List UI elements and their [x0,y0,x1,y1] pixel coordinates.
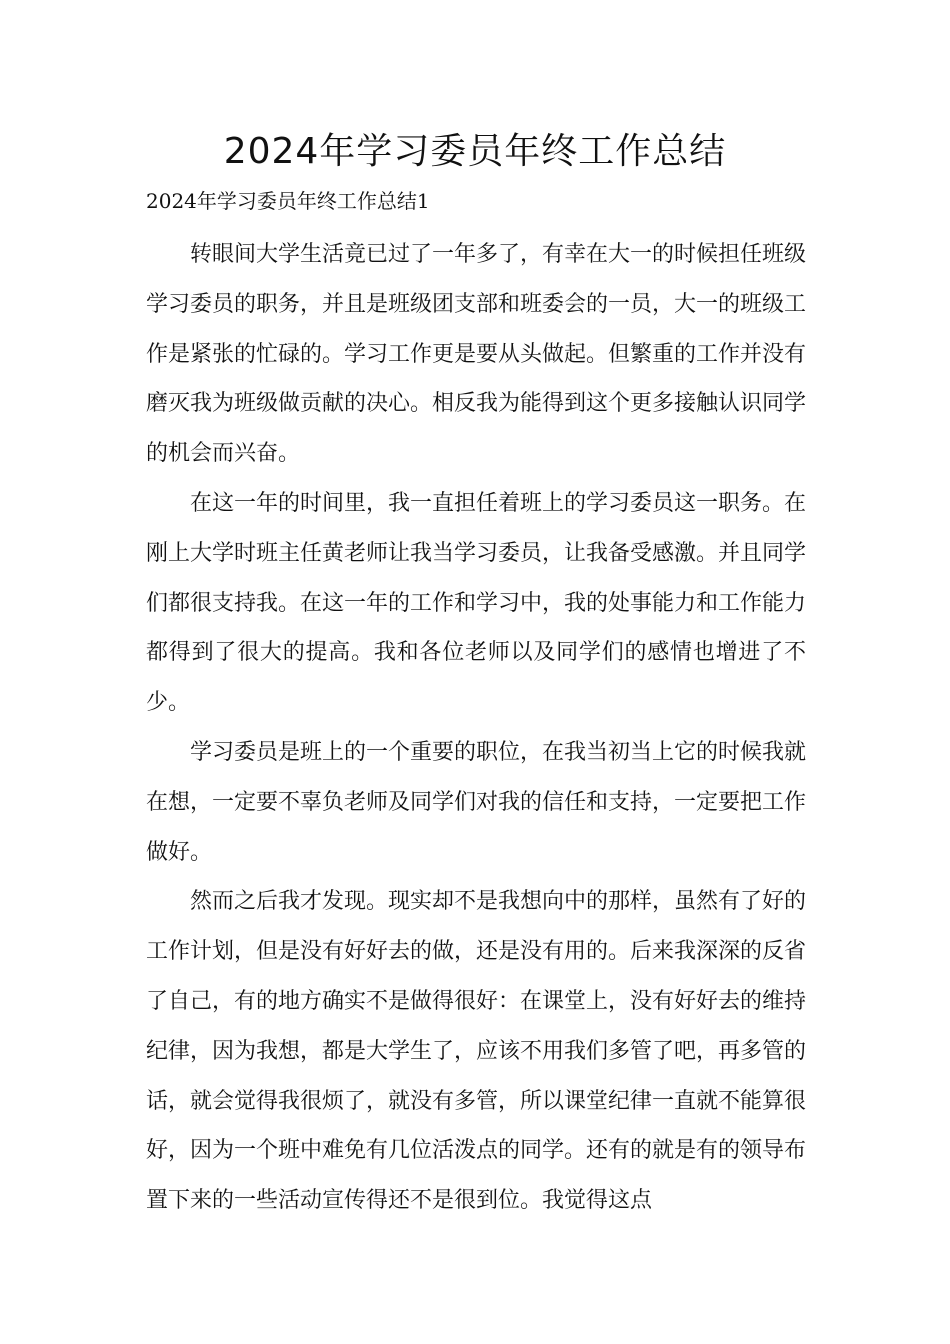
document-title: 2024年学习委员年终工作总结 [223,131,727,172]
paragraph: 学习委员是班上的一个重要的职位，在我当初当上它的时候我就在想，一定要不辜负老师及同学们对我的信任和支持，一定要把工作做好。 [146,739,807,865]
document-body [146,230,806,1226]
paragraph: 在这一年的时间里，我一直担任着班上的学习委员这一职务。在刚上大学时班主任黄老师让我当学习委员，让我备受感激。并且同学们都很支持我。在这一年的工作和学习中，我的处事能力和工作能力都得到了很大的提高。我和各位老师以及同学们的感情也增进了不少。 [146,490,807,716]
paragraph: 然而之后我才发现。现实却不是我想向中的那样，虽然有了好的工作计划，但是没有好好去的做，还是没有用的。后来我深深的反省了自己，有的地方确实不是做得很好：在课堂上，没有好好去的维持纪律，因为我想，都是大学生了，应该不用我们多管了吧，再多管的话，就会觉得我很烦了，就没有多管，所以课堂纪律一直就不能算很好，因为一个班中难免有几位活泼点的同学。还有的就是有的领导布置下来的一些活动宣传得还不是很到位。我觉得这点 [146,889,807,1214]
document-subtitle: 2024年学习委员年终工作总结1 [146,189,430,213]
paragraph: 转眼间大学生活竟已过了一年多了，有幸在大一的时候担任班级学习委员的职务，并且是班级团支部和班委会的一员，大一的班级工作是紧张的忙碌的。学习工作更是要从头做起。但繁重的工作并没有磨灭我为班级做贡献的决心。相反我为能得到这个更多接触认识同学的机会而兴奋。 [146,242,807,467]
